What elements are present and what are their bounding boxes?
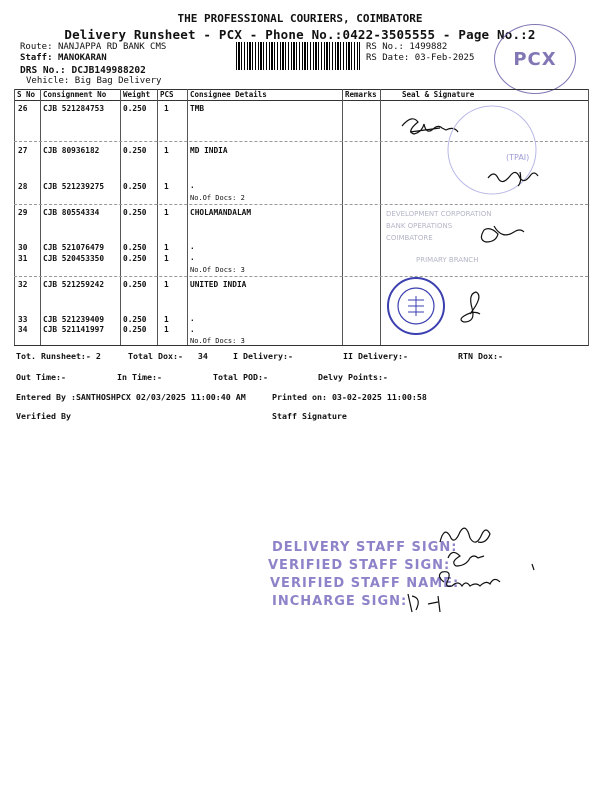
table-bottom-border	[14, 345, 588, 346]
pcx-stamp	[494, 24, 576, 94]
stamp-verified-staff-sign: VERIFIED STAFF SIGN:	[268, 558, 451, 573]
rs-date-value: 03-Feb-2025	[414, 53, 475, 63]
cell-pcs: 1	[164, 146, 169, 155]
entered-by: Entered By :SANTHOSHPCX 02/03/2025 11:00:40 AM	[16, 392, 246, 402]
handwriting-line2	[448, 552, 484, 566]
delvy-points: Delvy Points:-	[318, 372, 388, 382]
route-line	[20, 42, 166, 52]
rs-no-value: 1499882	[409, 42, 448, 52]
cell-pcs: 1	[164, 243, 169, 252]
handwritten-signatures	[400, 512, 580, 622]
vehicle-line	[26, 76, 161, 86]
barcode	[236, 42, 360, 70]
total-runsheet: Tot. Runsheet:- 2	[16, 351, 101, 361]
vehicle-value: Big Bag Delivery	[74, 76, 162, 86]
col-header-consignee: Consignee Details	[190, 90, 267, 99]
table-vline	[588, 89, 589, 346]
cell-consignment: CJB 521284753	[43, 104, 105, 113]
cell-consignment: CJB 521239275	[43, 182, 105, 191]
drs-label: DRS No.:	[20, 65, 66, 76]
col-header-pcs: PCS	[160, 90, 174, 99]
rs-no-line	[366, 42, 447, 52]
cell-sno: 28	[18, 182, 28, 191]
table-vline	[40, 89, 41, 346]
cell-weight: 0.250	[123, 182, 147, 191]
rs-date-label: RS Date:	[366, 53, 410, 63]
handwriting-line1	[440, 528, 490, 542]
verified-by: Verified By	[16, 411, 71, 421]
company-title: THE PROFESSIONAL COURIERS, COIMBATORE	[177, 12, 423, 25]
table-vline	[157, 89, 158, 346]
cell-consignment: CJB 521239409	[43, 315, 105, 324]
cell-sno: 34	[18, 325, 28, 334]
stamp-delivery-staff-sign: DELIVERY STAFF SIGN:	[272, 540, 458, 555]
cell-sno: 27	[18, 146, 28, 155]
total-pod: Total POD:-	[213, 372, 268, 382]
cell-consignee: UNITED INDIA	[190, 280, 247, 289]
table-vline	[342, 89, 343, 346]
total-dox: Total Dox:- 34	[128, 351, 208, 361]
cell-pcs: 1	[164, 182, 169, 191]
route-label: Route:	[20, 42, 53, 52]
faded-stamp-line: COIMBATORE	[386, 234, 433, 242]
col-header-sno: S No	[17, 90, 36, 99]
cell-consignment: CJB 521259242	[43, 280, 105, 289]
cell-pcs: 1	[164, 208, 169, 217]
pcx-stamp-text: PCX	[513, 48, 557, 70]
table-vline	[187, 89, 188, 346]
docs-count-note: No.Of Docs: 3	[190, 266, 245, 274]
cell-weight: 0.250	[123, 254, 147, 263]
cell-consignee: CHOLAMANDALAM	[190, 208, 252, 217]
faded-stamp-line: DEVELOPMENT CORPORATION	[386, 210, 492, 218]
rs-date-line	[366, 53, 474, 63]
table-vline	[14, 89, 15, 346]
staff-value: MANOKARAN	[57, 53, 107, 63]
in-time: In Time:-	[117, 372, 162, 382]
signature-row32	[461, 292, 480, 322]
docs-count-note: No.Of Docs: 3	[190, 337, 245, 345]
cell-weight: 0.250	[123, 280, 147, 289]
col-header-consignment: Consignment No	[43, 90, 107, 99]
cell-weight: 0.250	[123, 243, 147, 252]
stamp-verified-staff-name: VERIFIED STAFF NAME:	[270, 576, 460, 591]
cell-pcs: 1	[164, 325, 169, 334]
staff-signature-label: Staff Signature	[272, 411, 347, 421]
cell-pcs: 1	[164, 104, 169, 113]
signature-row28	[488, 172, 538, 181]
staff-line	[20, 53, 107, 63]
faded-stamp-line: BANK OPERATIONS	[386, 222, 453, 230]
cell-weight: 0.250	[123, 104, 147, 113]
rs-no-label: RS No.:	[366, 42, 404, 52]
cell-sno: 33	[18, 315, 28, 324]
cell-consignee: .	[190, 242, 195, 251]
handwriting-line3	[439, 564, 534, 586]
cell-sno: 26	[18, 104, 28, 113]
cell-consignee: .	[190, 181, 195, 190]
cell-consignment: CJB 521141997	[43, 325, 105, 334]
runsheet-subtitle: Delivery Runsheet - PCX - Phone No.:0422-3505555 - Page No.:2	[64, 27, 536, 42]
ii-delivery: II Delivery:-	[343, 351, 408, 361]
signature-row29	[481, 226, 524, 242]
route-value: NANJAPPA RD BANK CMS	[57, 42, 167, 52]
cell-sno: 32	[18, 280, 28, 289]
docs-count-note: No.Of Docs: 2	[190, 194, 245, 202]
table-vline	[120, 89, 121, 346]
col-header-remarks: Remarks	[345, 90, 377, 99]
drs-value: DCJB149988202	[71, 65, 146, 76]
drs-line	[20, 65, 146, 76]
handwriting-line4	[408, 594, 440, 612]
cell-consignment: CJB 80554334	[43, 208, 100, 217]
cell-weight: 0.250	[123, 208, 147, 217]
cell-weight: 0.250	[123, 146, 147, 155]
cell-sno: 30	[18, 243, 28, 252]
seal-inner-mark	[408, 296, 424, 316]
printed-on: Printed on: 03-02-2025 11:00:58	[272, 392, 427, 402]
col-header-seal: Seal & Signature	[402, 90, 475, 99]
vehicle-label: Vehicle:	[26, 76, 70, 86]
cell-consignment: CJB 80936182	[43, 146, 100, 155]
cell-pcs: 1	[164, 315, 169, 324]
i-delivery: I Delivery:-	[233, 351, 293, 361]
cell-consignee: TMB	[190, 104, 205, 113]
faded-stamp-line: PRIMARY BRANCH	[416, 256, 479, 264]
cell-weight: 0.250	[123, 315, 147, 324]
rtn-dox: RTN Dox:-	[458, 351, 503, 361]
cell-pcs: 1	[164, 280, 169, 289]
out-time: Out Time:-	[16, 372, 66, 382]
cell-sno: 31	[18, 254, 28, 263]
cell-consignee: .	[190, 325, 195, 334]
cell-pcs: 1	[164, 254, 169, 263]
cell-weight: 0.250	[123, 325, 147, 334]
cell-consignment: CJB 521076479	[43, 243, 105, 252]
faded-bank-stamp	[386, 210, 492, 264]
cell-consignment: CJB 520453350	[43, 254, 105, 263]
seal-signature-area	[380, 100, 588, 345]
cell-consignee: MD INDIA	[190, 146, 228, 155]
col-header-weight: Weight	[123, 90, 151, 99]
cell-consignee: .	[190, 253, 195, 262]
staff-label: Staff:	[20, 53, 53, 63]
faint-stamp-text: (TPAI)	[506, 153, 530, 162]
stamp-incharge-sign: INCHARGE SIGN:	[272, 594, 408, 609]
cell-consignee: .	[190, 314, 195, 323]
cell-sno: 29	[18, 208, 28, 217]
